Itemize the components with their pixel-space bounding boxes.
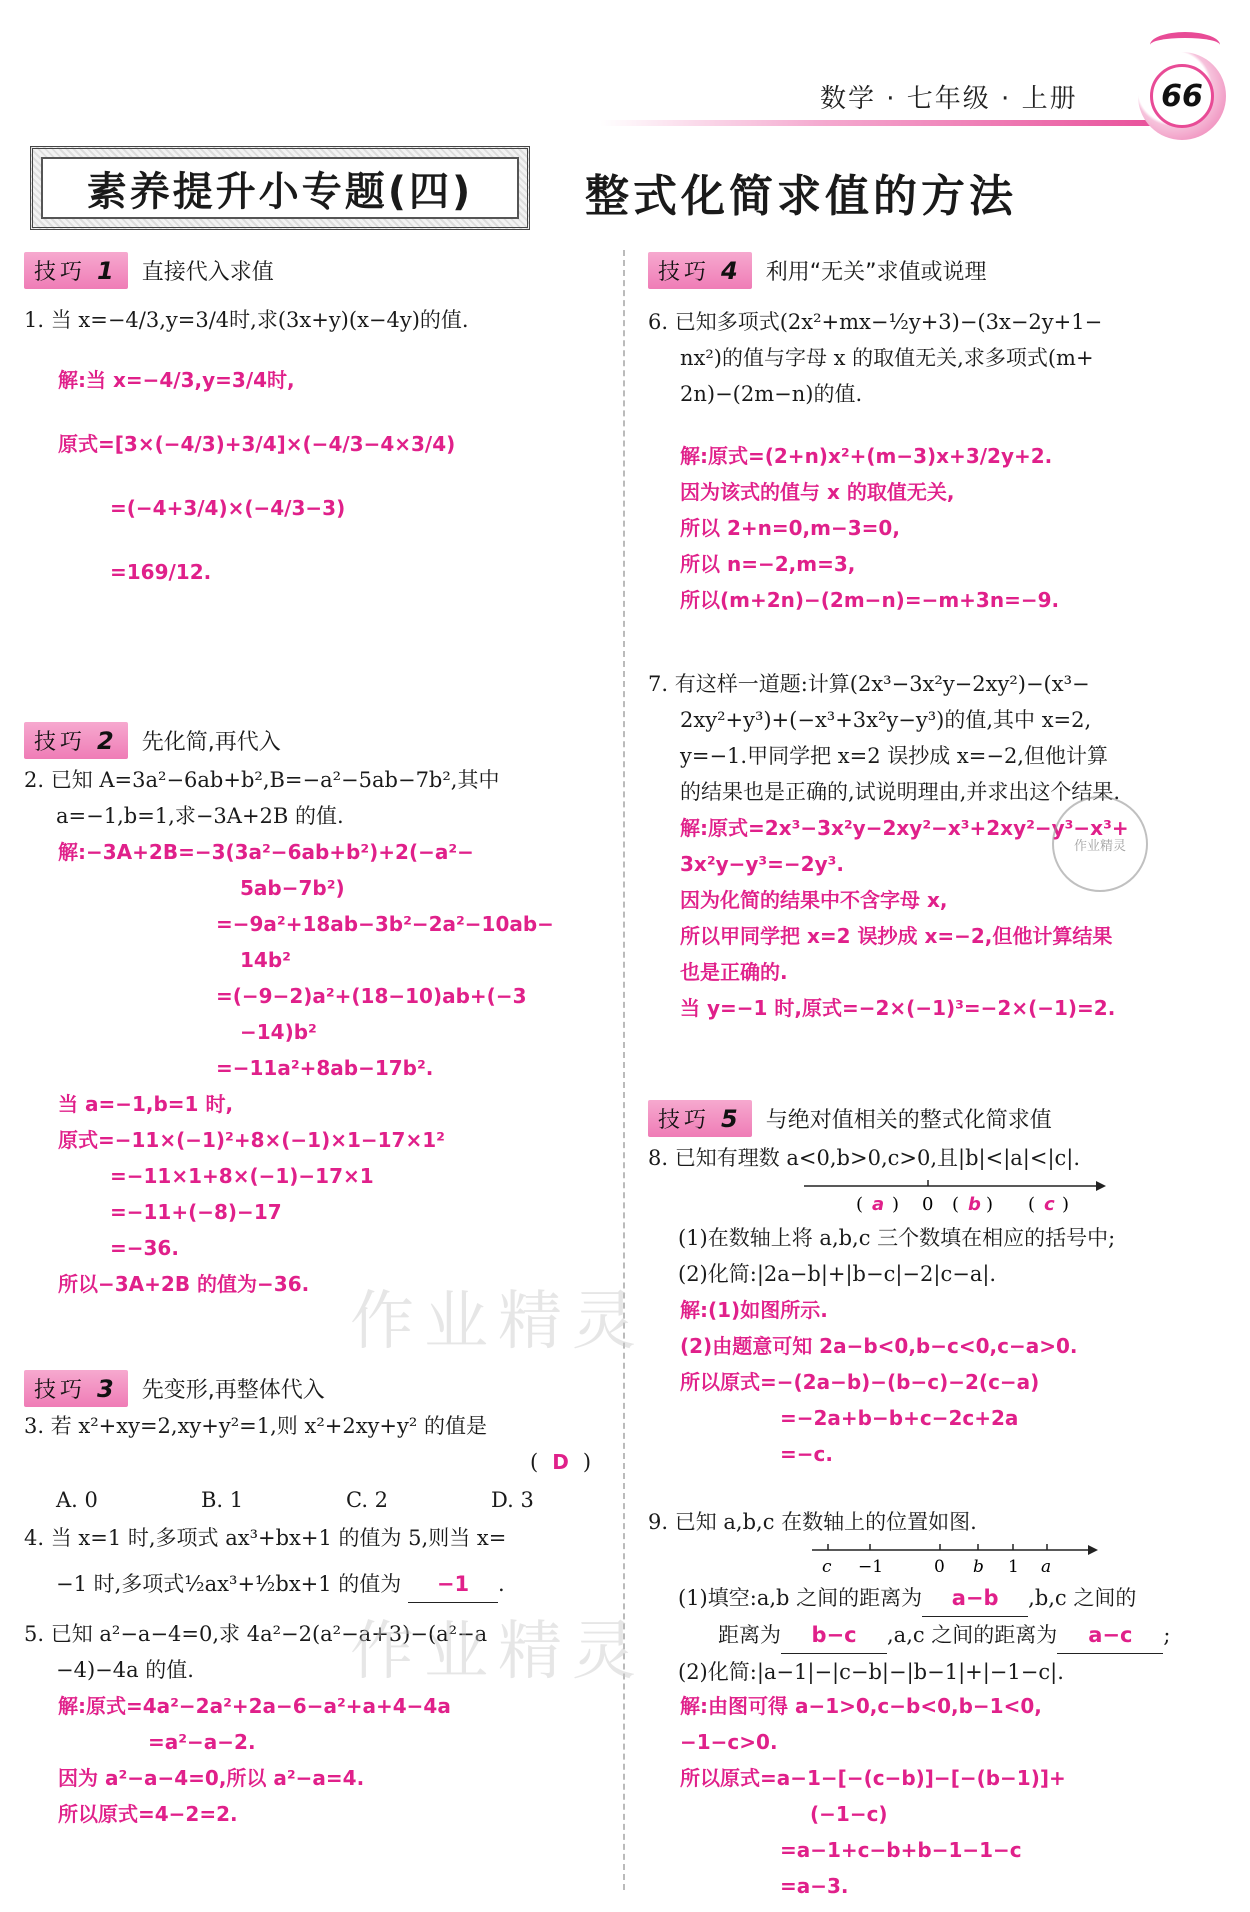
tip-title: 与绝对值相关的整式化简求值	[765, 1108, 1052, 1133]
answer-line: =a²−a−2.	[148, 1730, 256, 1754]
svg-text:(: (	[952, 1194, 960, 1215]
answer-line: =(−9−2)a²+(18−10)ab+(−3	[216, 984, 527, 1008]
answer-line: 14b²	[240, 948, 291, 972]
numberline-zero: 0	[922, 1194, 934, 1215]
answer-8	[680, 1292, 1078, 1472]
question-9-part1: (1)填空:a,b 之间的距离为 a−b ,b,c 之间的 距离为 b−c ,a,c 之间的距离为 a−c ; (2)化简:|a−1|−|c−b|−|b−1|+|−1−c|.	[678, 1580, 1170, 1690]
answer-line: 解:原式=4a²−2a²+2a−6−a²+a+4−4a	[58, 1694, 451, 1718]
watermark: 作业精灵	[350, 1615, 646, 1689]
tip-1	[24, 252, 274, 289]
blank-bc: b−c	[781, 1617, 887, 1654]
number-line-9	[810, 1540, 1100, 1580]
answer-line: =−11×1+8×(−1)−17×1	[110, 1164, 374, 1188]
tip-title: 先变形,再整体代入	[141, 1378, 325, 1403]
svg-text:): )	[986, 1194, 994, 1215]
answer-line: =−c.	[780, 1442, 833, 1466]
choice-a: A. 0	[56, 1488, 98, 1512]
answer-5	[58, 1688, 451, 1832]
answer-line: 所以 n=−2,m=3,	[680, 552, 856, 576]
answer-line: 解:(1)如图所示.	[680, 1298, 828, 1322]
tip-badge: 技巧 1	[24, 252, 128, 289]
answer-line: =−11a²+8ab−17b².	[216, 1056, 434, 1080]
tip-title: 先化简,再代入	[141, 730, 281, 755]
nl9-label: a	[1041, 1557, 1052, 1577]
answer-line: 所以甲同学把 x=2 误抄成 x=−2,但他计算结果	[680, 924, 1113, 948]
answer-line: =169/12.	[110, 560, 212, 584]
answer-line: 因为化简的结果中不含字母 x,	[680, 888, 948, 912]
answer-line: =−9a²+18ab−3b²−2a²−10ab−	[216, 912, 554, 936]
nl9-label: −1	[858, 1557, 884, 1577]
nl9-label: 1	[1008, 1557, 1019, 1577]
tip-title: 利用“无关”求值或说理	[765, 260, 987, 285]
answer-line: 3x²y−y³=−2y³.	[680, 852, 844, 876]
answer-1	[58, 362, 455, 590]
answer-line: −1−c>0.	[680, 1730, 778, 1754]
answer-line: 解:由图可得 a−1>0,c−b<0,b−1<0,	[680, 1694, 1042, 1718]
answer-line: 解:当 x=−4/3,y=3/4时,	[58, 368, 295, 392]
numberline-label-a: a	[872, 1194, 885, 1215]
svg-text:): )	[892, 1194, 900, 1215]
answer-line: =(−4+3/4)×(−4/3−3)	[110, 496, 346, 520]
answer-line: (2)由题意可知 2a−b<0,b−c<0,c−a>0.	[680, 1334, 1078, 1358]
page-number: 66	[1150, 64, 1214, 128]
nl9-label: c	[822, 1557, 832, 1577]
answer-line: (−1−c)	[810, 1802, 888, 1826]
choice-c: C. 2	[346, 1488, 389, 1512]
answer-line: =a−3.	[780, 1874, 849, 1898]
question-6: 6. 已知多项式(2x²+mx−½y+3)−(3x−2y+1− nx²)的值与字母 x 的取值无关,求多项式(m+ 2n)−(2m−n)的值.	[648, 310, 1103, 406]
choice-b: B. 1	[201, 1488, 244, 1512]
answer-line: =−11+(−8)−17	[110, 1200, 282, 1224]
header-divider	[600, 120, 1160, 126]
tip-badge: 技巧 5	[648, 1100, 752, 1137]
answer-line: 也是正确的.	[680, 960, 788, 984]
question-7: 7. 有这样一道题:计算(2x³−3x²y−2xy²)−(x³− 2xy²+y³)+(−x³+3x²y−y³)的值,其中 x=2, y=−1.甲同学把 x=2 误抄成 x=−2,但他计算 的结果也是正确的,试说明理由,并求出这个结果.	[648, 672, 1121, 804]
answer-3-bracket: ( D )	[530, 1450, 592, 1474]
blank-ab: a−b	[922, 1580, 1028, 1617]
answer-line: 解:−3A+2B=−3(3a²−6ab+b²)+2(−a²−	[58, 840, 474, 864]
tip-4	[648, 252, 987, 289]
blank-ac: a−c	[1057, 1617, 1163, 1654]
answer-line: =−36.	[110, 1236, 179, 1260]
tip-5	[648, 1100, 1052, 1137]
tip-badge: 技巧 3	[24, 1370, 128, 1407]
answer-line: 5ab−7b²)	[240, 876, 345, 900]
watermark: 作业精灵	[350, 1285, 646, 1359]
svg-text:(: (	[1028, 1194, 1036, 1215]
number-line-8	[800, 1176, 1110, 1220]
answer-line: 所以原式=−(2a−b)−(b−c)−2(c−a)	[680, 1370, 1040, 1394]
question-8: 8. 已知有理数 a<0,b>0,c>0,且|b|<|a|<|c|.	[648, 1146, 1081, 1170]
question-9: 9. 已知 a,b,c 在数轴上的位置如图.	[648, 1510, 977, 1534]
nl9-label: b	[973, 1557, 984, 1577]
numberline-label-b: b	[968, 1194, 981, 1215]
question-2: 2. 已知 A=3a²−6ab+b²,B=−a²−5ab−7b²,其中 a=−1,b=1,求−3A+2B 的值.	[24, 768, 500, 828]
book-title: 数学 · 七年级 · 上册	[820, 84, 1078, 114]
answer-line: 所以(m+2n)−(2m−n)=−m+3n=−9.	[680, 588, 1060, 612]
nl9-label: 0	[934, 1557, 945, 1577]
answer-line: 所以−3A+2B 的值为−36.	[58, 1272, 310, 1296]
answer-line: 解:原式=(2+n)x²+(m−3)x+3/2y+2.	[680, 444, 1053, 468]
answer-line: 解:原式=2x³−3x²y−2xy²−x³+2xy²−y³−x³+	[680, 816, 1129, 840]
answer-2	[58, 834, 554, 1302]
tip-badge: 技巧 2	[24, 722, 128, 759]
answer-line: 当 y=−1 时,原式=−2×(−1)³=−2×(−1)=2.	[680, 996, 1116, 1020]
answer-4: −1	[408, 1566, 498, 1603]
answer-9	[680, 1688, 1066, 1904]
main-title: 整式化简求值的方法	[585, 171, 1017, 222]
homework-stamp: 作业精灵	[1052, 796, 1148, 892]
numberline-label-c: c	[1044, 1194, 1055, 1215]
answer-line: 所以 2+n=0,m−3=0,	[680, 516, 900, 540]
svg-text:(: (	[856, 1194, 864, 1215]
answer-line: =−2a+b−b+c−2c+2a	[780, 1406, 1019, 1430]
answer-line: 因为 a²−a−4=0,所以 a²−a=4.	[58, 1766, 365, 1790]
special-title: 素养提升小专题(四)	[41, 157, 519, 219]
question-3: 3. 若 x²+xy=2,xy+y²=1,则 x²+2xy+y² 的值是	[24, 1414, 487, 1438]
tip-2	[24, 722, 281, 759]
question-8-parts: (1)在数轴上将 a,b,c 三个数填在相应的括号中; (2)化简:|2a−b|+|b−c|−2|c−a|.	[678, 1226, 1116, 1286]
page-number-badge	[1138, 52, 1226, 140]
question-1: 1. 当 x=−4/3,y=3/4时,求(3x+y)(x−4y)的值.	[24, 308, 469, 332]
svg-text:): )	[1062, 1194, 1070, 1215]
answer-line: =a−1+c−b+b−1−1−c	[780, 1838, 1022, 1862]
answer-line: −14)b²	[240, 1020, 317, 1044]
answer-line: 因为该式的值与 x 的取值无关,	[680, 480, 955, 504]
question-5: 5. 已知 a²−a−4=0,求 4a²−2(a²−a+3)−(a²−a −4)−4a 的值.	[24, 1622, 488, 1682]
answer-3: D	[552, 1450, 569, 1474]
tip-badge: 技巧 4	[648, 252, 752, 289]
question-4: 4. 当 x=1 时,多项式 ax³+bx+1 的值为 5,则当 x= −1 时,多项式½ax³+½bx+1 的值为 −1 .	[24, 1520, 506, 1603]
choice-d: D. 3	[491, 1488, 534, 1512]
answer-line: 所以原式=4−2=2.	[58, 1802, 238, 1826]
tip-3	[24, 1370, 325, 1407]
answer-line: 原式=[3×(−4/3)+3/4]×(−4/3−4×3/4)	[58, 432, 456, 456]
tip-title: 直接代入求值	[141, 260, 274, 285]
answer-6	[680, 438, 1059, 618]
answer-line: 原式=−11×(−1)²+8×(−1)×1−17×1²	[58, 1128, 445, 1152]
special-title-box	[30, 146, 530, 230]
question-3-choices	[56, 1482, 636, 1518]
answer-line: 当 a=−1,b=1 时,	[58, 1092, 234, 1116]
answer-line: 所以原式=a−1−[−(c−b)]−[−(b−1)]+	[680, 1766, 1066, 1790]
